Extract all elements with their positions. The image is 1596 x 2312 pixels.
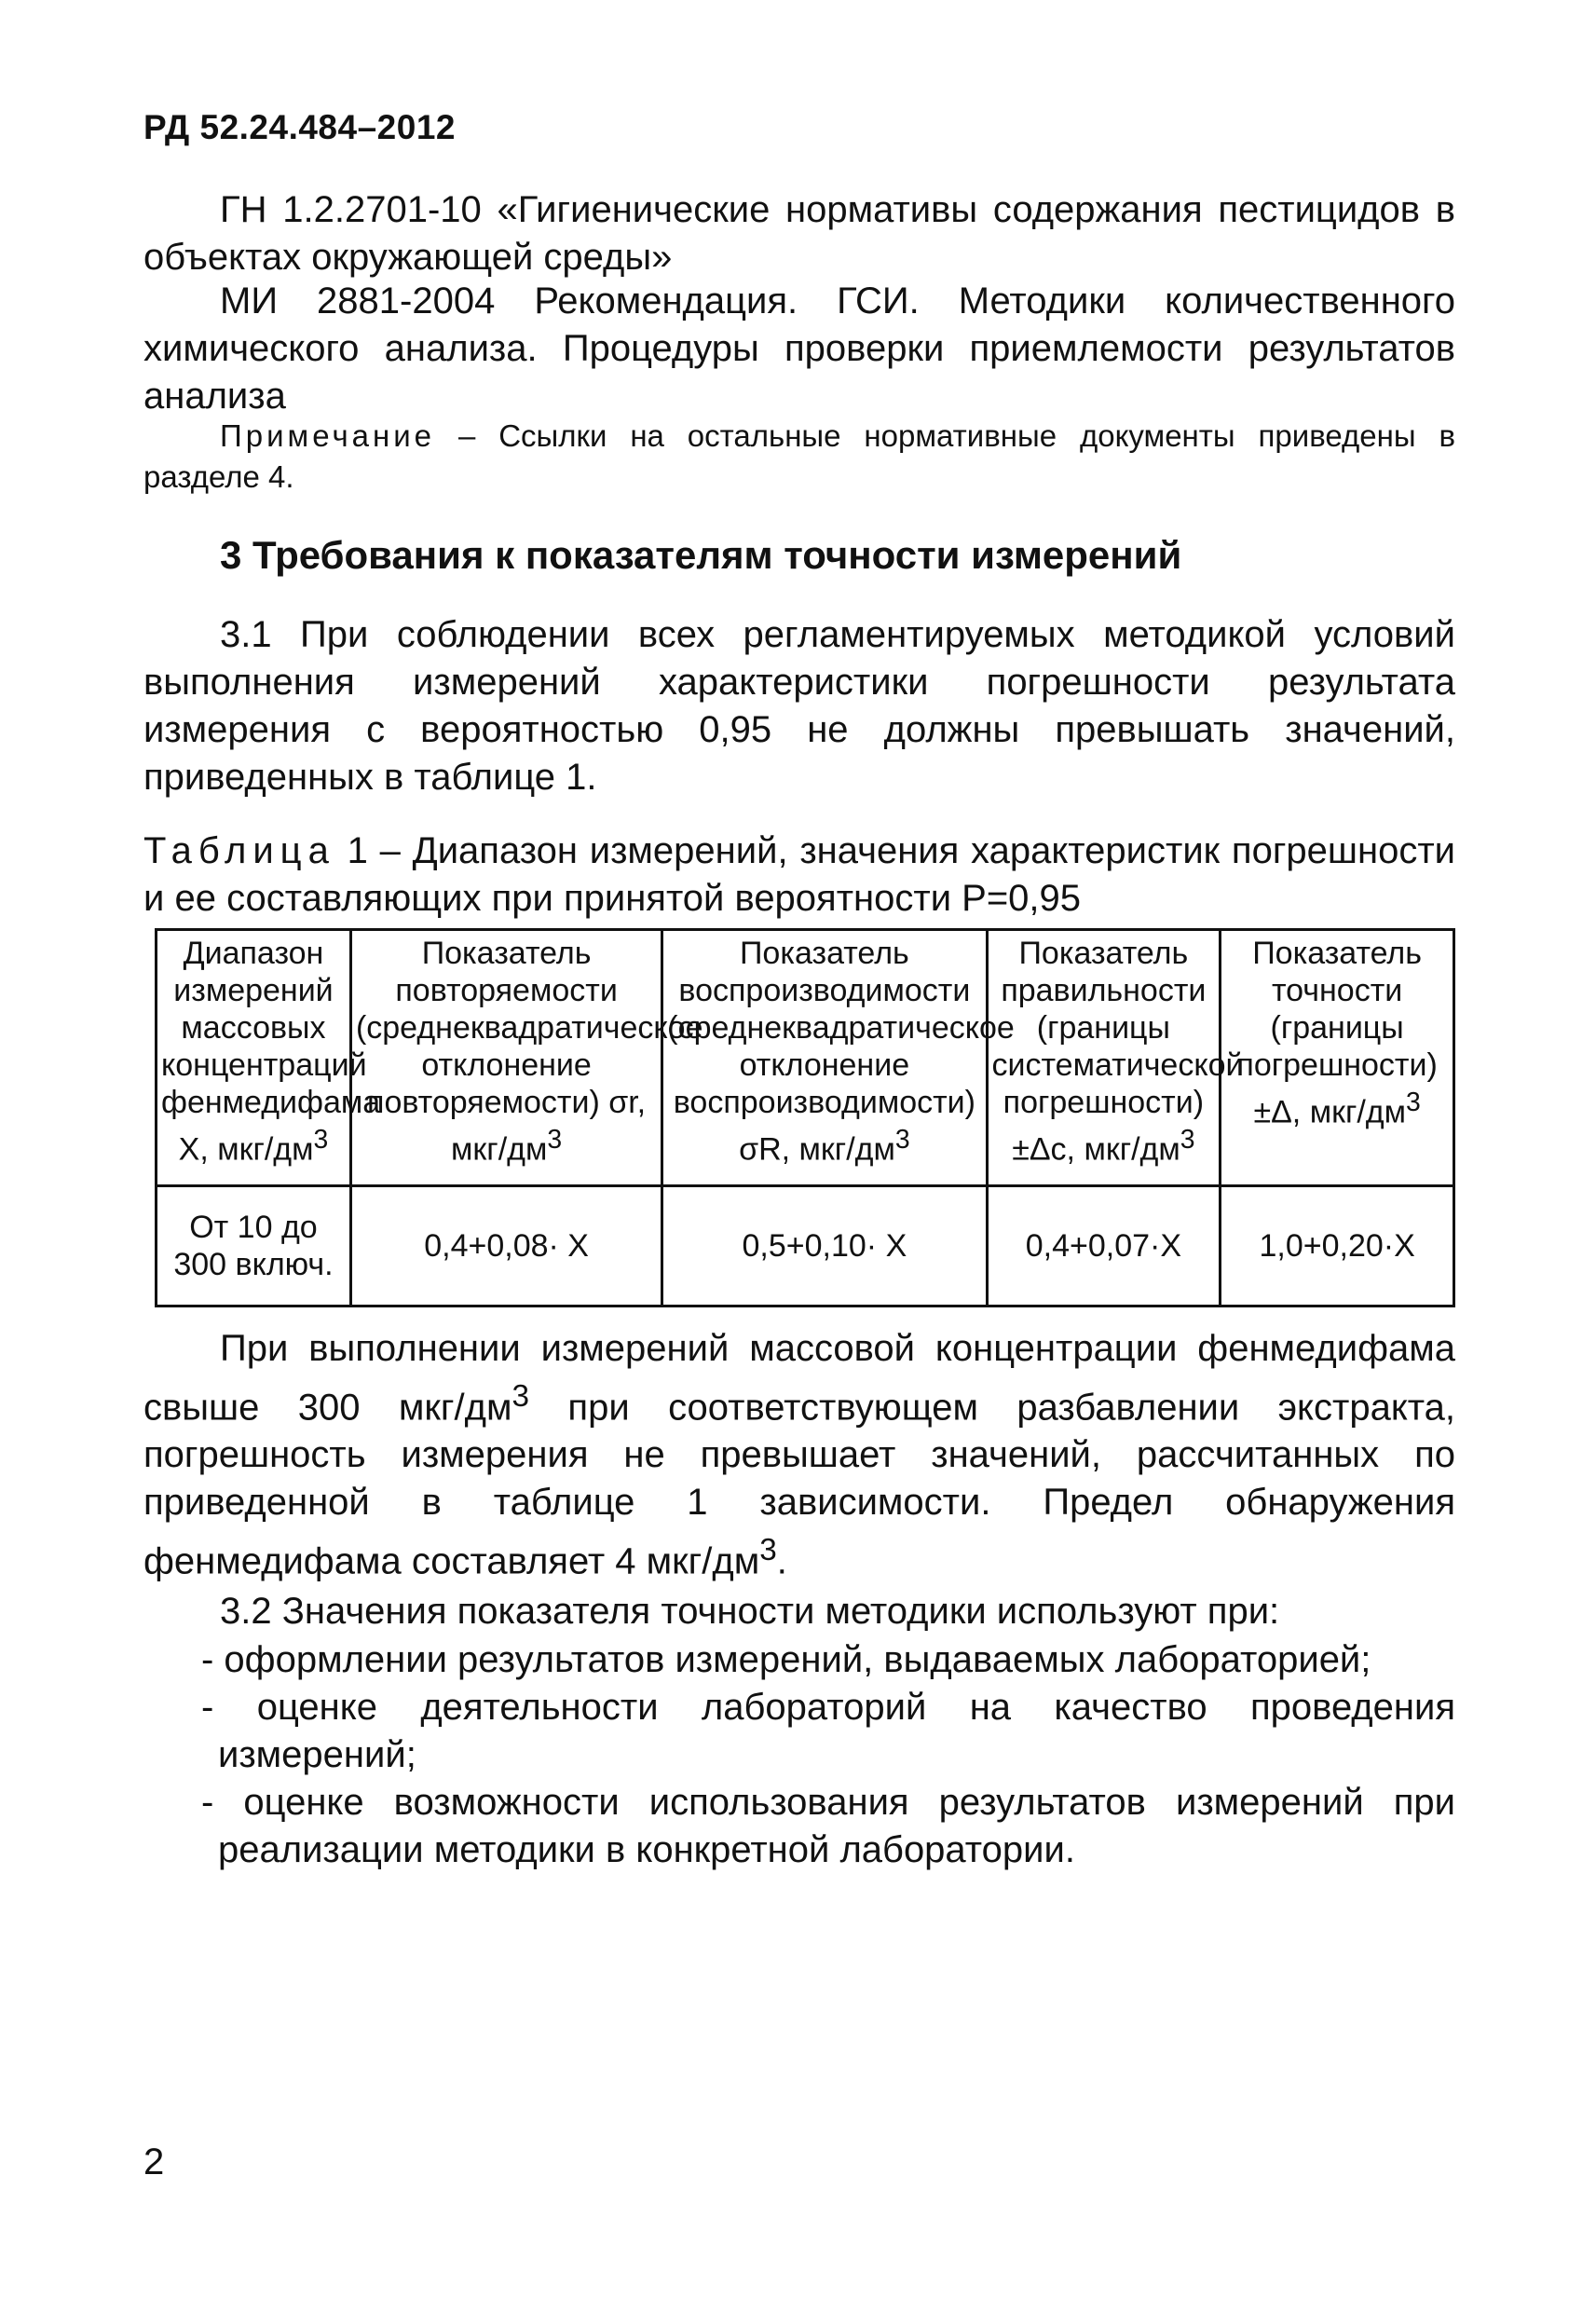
table-caption <box>143 828 1455 923</box>
document-code: РД 52.24.484–2012 <box>143 108 456 146</box>
list-item: - оформлении результатов измерений, выдаваемых лабораторией; <box>201 1639 1371 1680</box>
note <box>143 416 1455 498</box>
cell-range: От 10 до 300 включ. <box>157 1186 351 1306</box>
page-number: 2 <box>143 2141 165 2182</box>
note-label: Примечание <box>220 418 436 453</box>
table-caption-label: Таблица <box>143 830 335 871</box>
header-trueness: Показатель правильности (границы систематической погрешности) ±Δc, мкг/$дм^3$ <box>987 930 1221 1186</box>
header-repeatability: Показатель повторяемости (среднеквадратическое отклонение повторяемости) σr, мкг/$дм^3$ <box>350 930 662 1186</box>
table-caption-text: 1 – Диапазон измерений, значения характеристик погрешности и ее составляющих при принятой вероятности Р=0,95 <box>143 830 1455 919</box>
usage-list <box>143 1636 1455 1874</box>
list-item: - оценке деятельности лабораторий на качество проведения измерений; <box>201 1687 1455 1775</box>
header-accuracy: Показатель точности (границы погрешности) ±Δ, мкг/$дм^3$ <box>1221 930 1454 1186</box>
paragraph-3-1: 3.1 При соблюдении всех регламентируемых методикой условий выполнения измерений характеристики погрешности результата измерения с вероятностью 0,95 не должны превышать значений, приведенных в таблице 1. <box>143 614 1455 798</box>
accuracy-table <box>155 928 1455 1307</box>
reference-gn: ГН 1.2.2701-10 «Гигиенические нормативы содержания пестицидов в объектах окружающей среды» <box>143 189 1455 278</box>
list-item: - оценке возможности использования результатов измерений при реализации методики в конкретной лаборатории. <box>201 1782 1455 1870</box>
section-title: 3 Требования к показателям точности измерений <box>220 533 1182 577</box>
header-range: Диапазон измерений массовых концентраций фенмедифама X, мкг/$дм^3$ <box>157 930 351 1186</box>
note-text: – Ссылки на остальные нормативные документы приведены в разделе 4. <box>143 418 1455 494</box>
table-row <box>157 1186 1454 1306</box>
cell-trueness: 0,4+0,07·X <box>987 1186 1221 1306</box>
header-reproducibility: Показатель воспроизводимости (среднеквадратическое отклонение воспроизводимости) σR, мкг/$дм^3$ <box>662 930 987 1186</box>
cell-accuracy: 1,0+0,20·X <box>1221 1186 1454 1306</box>
cell-reproducibility: 0,5+0,10· X <box>662 1186 987 1306</box>
table-header-row <box>157 930 1454 1186</box>
paragraph-3-2: 3.2 Значения показателя точности методики используют при: <box>220 1591 1280 1632</box>
reference-mi: МИ 2881-2004 Рекомендация. ГСИ. Методики количественного химического анализа. Процедуры проверки приемлемости результатов анализа <box>143 280 1455 417</box>
cell-repeatability: 0,4+0,08· X <box>350 1186 662 1306</box>
paragraph-after-table: При выполнении измерений массовой концентрации фенмедифама свыше 300 мкг/$дм^3$ при соответствующем разбавлении экстракта, погрешность измерения не превышает значений, рассчитанных по приведенной в таблице 1 зависимости. Предел обнаружения фенмедифама составляет 4 мкг/$дм^3$. <box>143 1328 1456 1582</box>
